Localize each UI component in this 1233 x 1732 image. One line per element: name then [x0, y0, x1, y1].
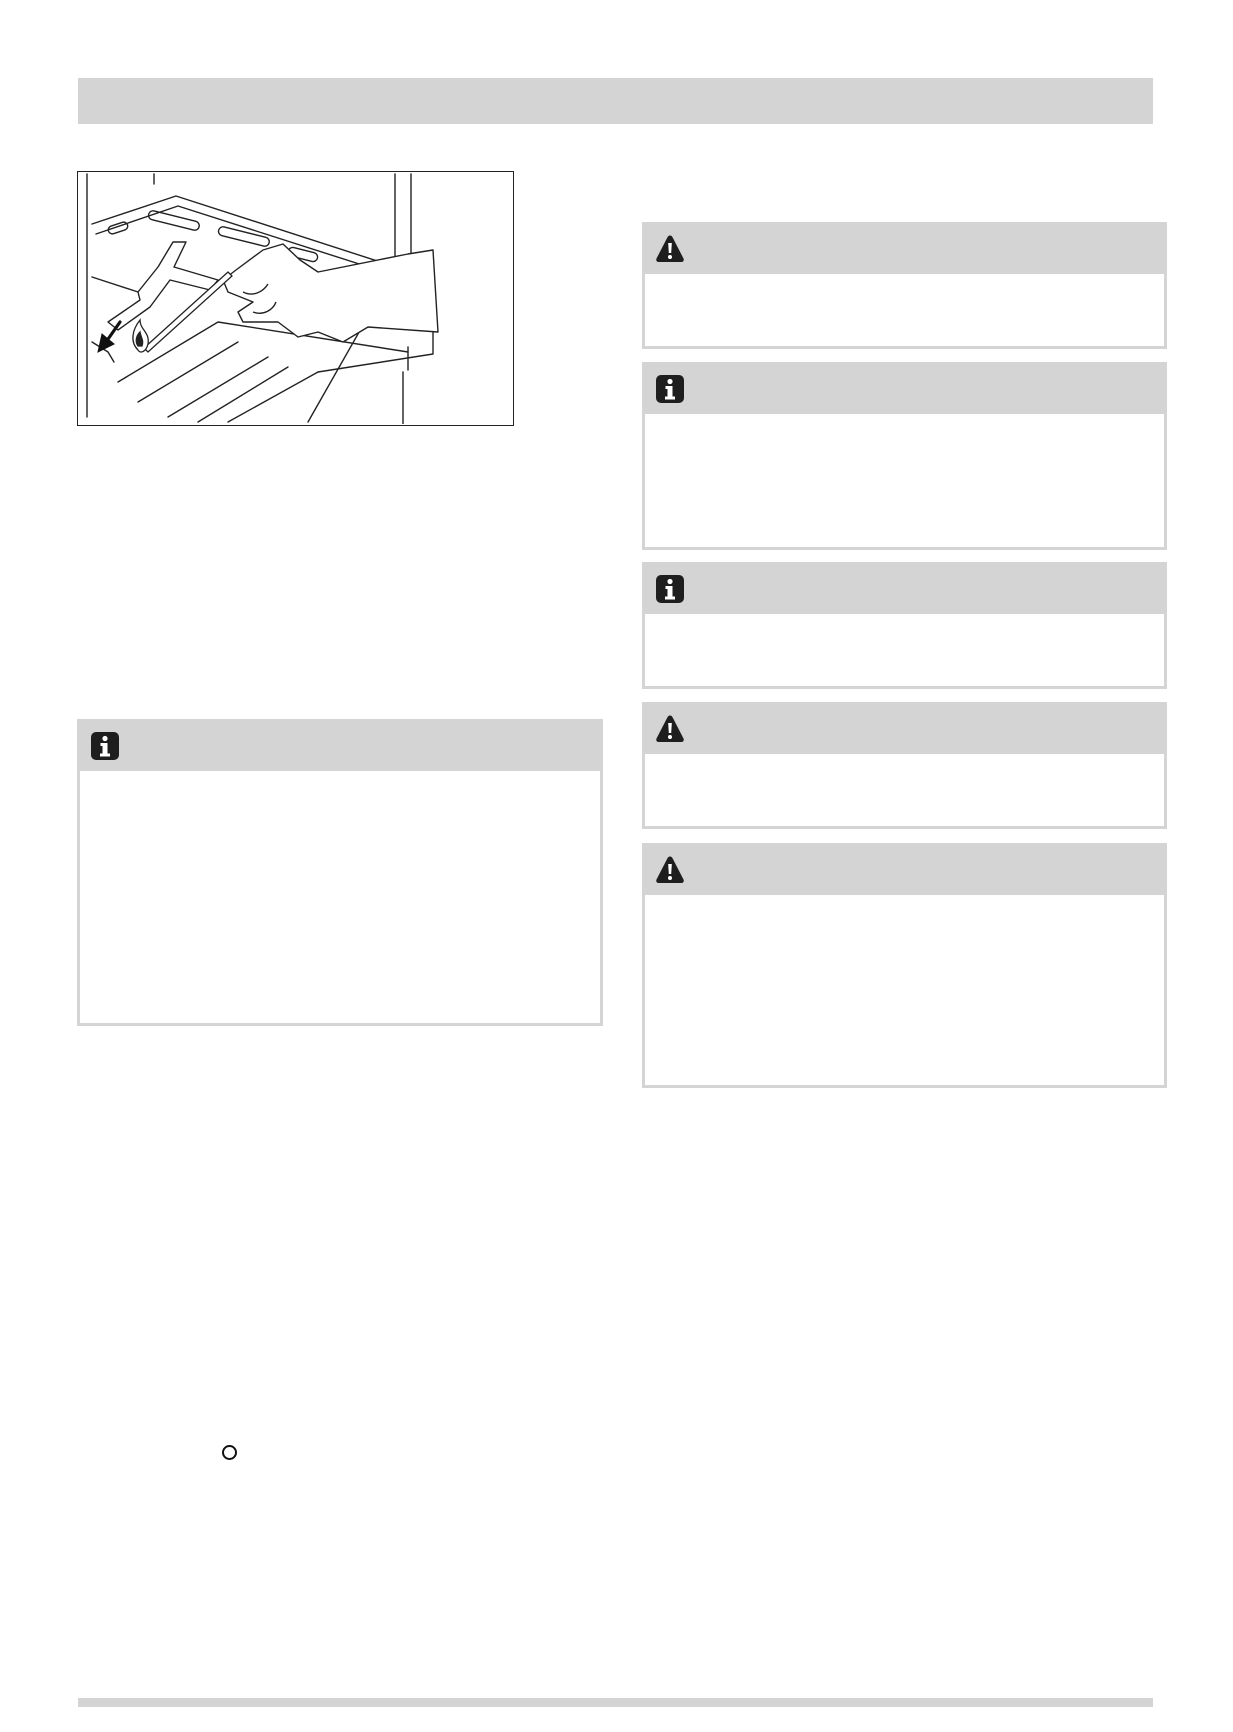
note-header [645, 846, 1164, 895]
warning-note-3 [642, 843, 1167, 1088]
info-note-right-1 [642, 362, 1167, 550]
warning-note-1 [642, 222, 1167, 349]
note-header [645, 225, 1164, 274]
header-bar [78, 78, 1153, 124]
note-header [645, 705, 1164, 754]
info-note-right-2 [642, 562, 1167, 689]
warning-icon [655, 234, 685, 264]
note-header [645, 365, 1164, 414]
info-icon [655, 574, 685, 604]
info-note-left [77, 719, 603, 1026]
off-position-circle-icon [221, 1444, 238, 1461]
arrow-down-left-icon [98, 322, 120, 352]
footer-bar [78, 1698, 1153, 1707]
burner-ignition-illustration [77, 171, 514, 426]
oven-burner-drawing [78, 172, 512, 424]
flame-icon [133, 320, 148, 352]
info-icon [655, 374, 685, 404]
warning-icon [655, 855, 685, 885]
warning-icon [655, 714, 685, 744]
info-icon [90, 731, 120, 761]
note-header [645, 565, 1164, 614]
warning-note-2 [642, 702, 1167, 829]
note-header [80, 722, 600, 771]
